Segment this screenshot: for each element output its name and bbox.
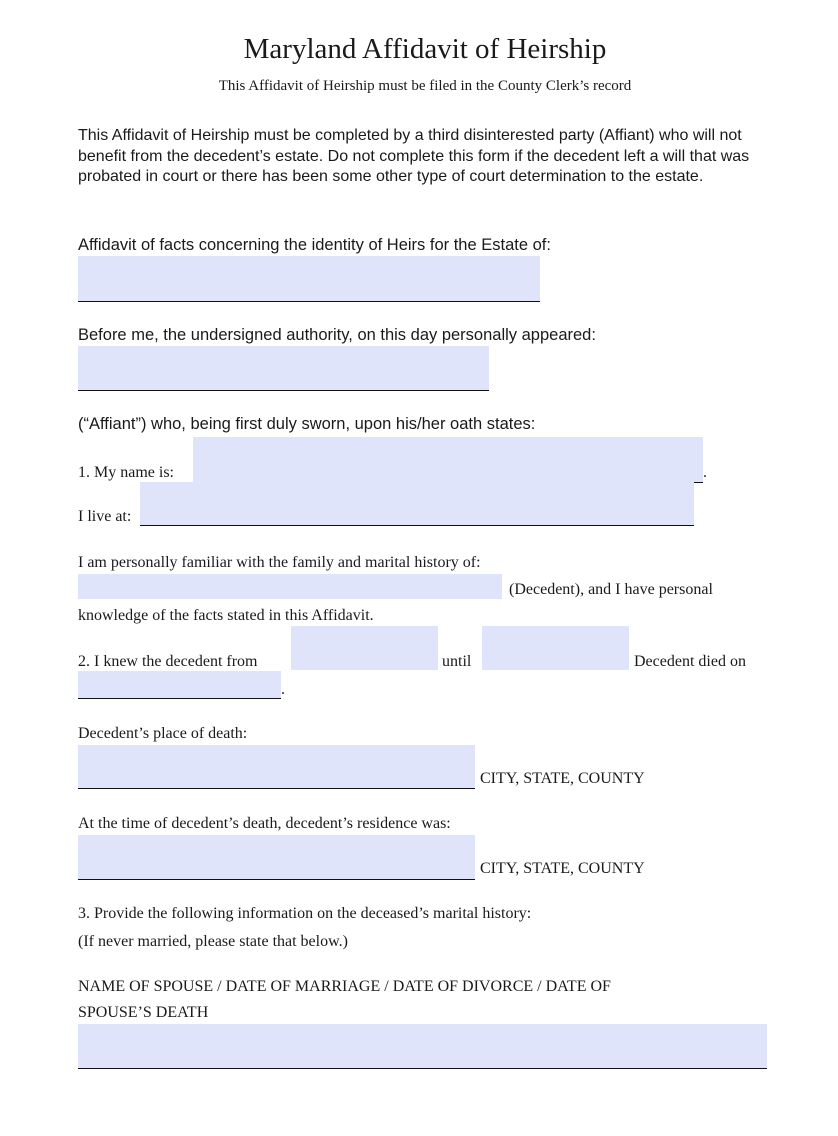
estate-name-field[interactable] bbox=[78, 256, 540, 302]
live-at-label: I live at: bbox=[78, 508, 132, 525]
date-of-death-period: . bbox=[281, 681, 285, 698]
affiant-appeared-field[interactable] bbox=[78, 346, 489, 391]
marital-history-label: 3. Provide the following information on the deceased’s marital history: bbox=[78, 905, 532, 922]
marital-history-field[interactable] bbox=[78, 1024, 767, 1069]
my-name-field[interactable] bbox=[193, 437, 703, 483]
my-name-label: 1. My name is: bbox=[78, 464, 174, 481]
marital-history-note: (If never married, please state that below.) bbox=[78, 933, 348, 950]
marital-columns-line2: SPOUSE’S DEATH bbox=[78, 1004, 209, 1021]
died-on-label: Decedent died on bbox=[634, 653, 746, 670]
intro-paragraph: This Affidavit of Heirship must be completed by a third disinterested party (Affiant) who will not benefit from the decedent’s estate. Do not complete this form if the decedent left a will that was probated in court or there has been some other type of court determination to the estate. bbox=[78, 127, 750, 185]
decedent-name-field[interactable] bbox=[78, 574, 502, 599]
my-name-period: . bbox=[703, 464, 707, 481]
estate-label: Affidavit of facts concerning the identity of Heirs for the Estate of: bbox=[78, 236, 551, 254]
place-of-death-suffix: CITY, STATE, COUNTY bbox=[480, 770, 645, 787]
address-field[interactable] bbox=[140, 482, 694, 526]
knew-from-date-field[interactable] bbox=[291, 626, 438, 670]
appeared-label: Before me, the undersigned authority, on this day personally appeared: bbox=[78, 326, 596, 344]
residence-suffix: CITY, STATE, COUNTY bbox=[480, 860, 645, 877]
place-of-death-field[interactable] bbox=[78, 745, 475, 789]
decedent-suffix: (Decedent), and I have personal bbox=[509, 581, 713, 598]
knew-until-date-field[interactable] bbox=[482, 626, 629, 670]
document-title: Maryland Affidavit of Heirship bbox=[243, 33, 607, 65]
document-subtitle: This Affidavit of Heirship must be filed in the County Clerk’s record bbox=[218, 78, 632, 94]
affiant-sworn-label: (“Affiant”) who, being first duly sworn, upon his/her oath states: bbox=[78, 415, 536, 433]
until-label: until bbox=[442, 653, 472, 670]
date-of-death-field[interactable] bbox=[78, 671, 281, 699]
knew-from-label: 2. I knew the decedent from bbox=[78, 653, 258, 670]
place-of-death-label: Decedent’s place of death: bbox=[78, 725, 248, 742]
familiar-label: I am personally familiar with the family and marital history of: bbox=[78, 554, 481, 571]
residence-field[interactable] bbox=[78, 835, 475, 880]
marital-columns-line1: NAME OF SPOUSE / DATE OF MARRIAGE / DATE OF DIVORCE / DATE OF bbox=[78, 978, 611, 995]
residence-label: At the time of decedent’s death, decedent’s residence was: bbox=[78, 815, 451, 832]
knowledge-text: knowledge of the facts stated in this Affidavit. bbox=[78, 607, 374, 624]
